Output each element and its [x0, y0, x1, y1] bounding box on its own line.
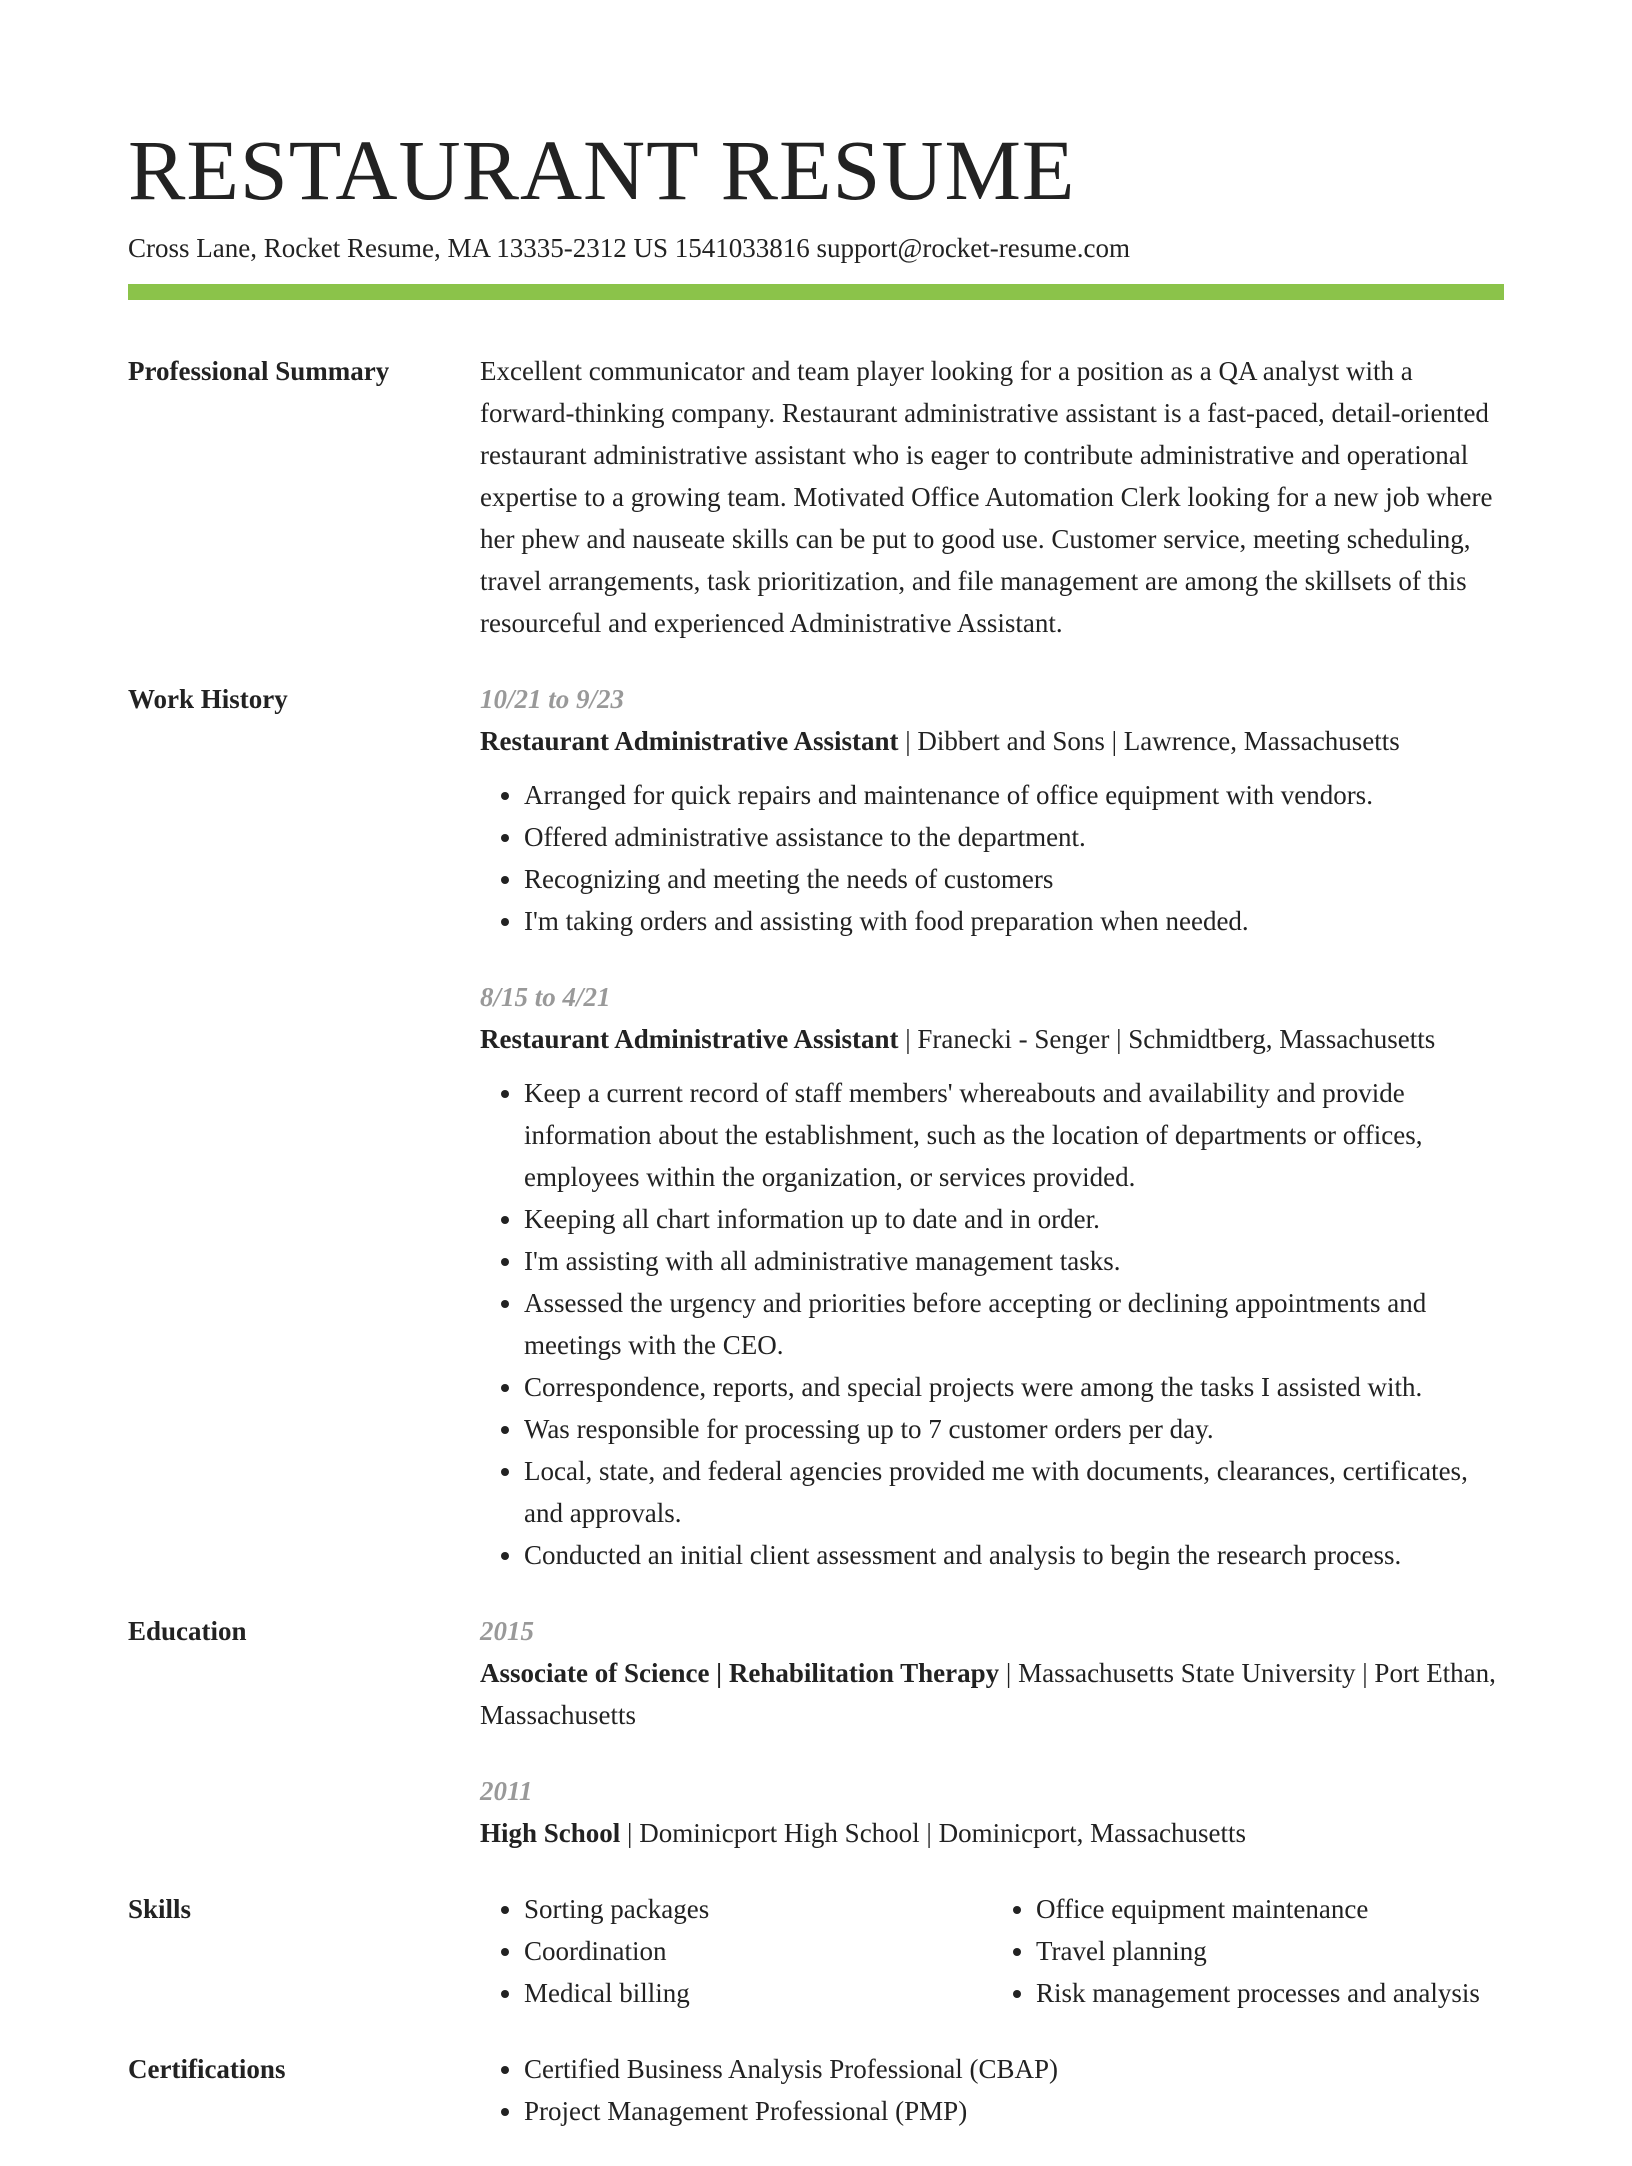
section-content — [480, 350, 1504, 644]
list-item: • Medical billing — [524, 1972, 992, 2014]
education-heading — [480, 1812, 1504, 1854]
job-details: | Franecki - Senger | Schmidtberg, Massachusetts — [898, 1024, 1436, 1054]
section-label: Skills — [128, 1894, 192, 1924]
list-item: • Coordination — [524, 1930, 992, 1972]
list-item: • Local, state, and federal agencies provided me with documents, clearances, certificates, and approvals. — [524, 1450, 1504, 1534]
section-label: Education — [128, 1616, 247, 1646]
list-item: • Conducted an initial client assessment and analysis to begin the research process. — [524, 1534, 1504, 1576]
section-content — [480, 1610, 1504, 1854]
list-item: • Certified Business Analysis Professional (CBAP) — [524, 2048, 1504, 2090]
degree-title: High School — [480, 1818, 621, 1848]
education-heading — [480, 1652, 1504, 1736]
section-label: Work History — [128, 684, 288, 714]
education-details: | Dominicport High School | Dominicport, Massachusetts — [620, 1818, 1247, 1848]
list-item: • Travel planning — [1036, 1930, 1504, 1972]
summary-text: Excellent communicator and team player looking for a position as a QA analyst with a forward-thinking company. Restaurant administrative assistant is a fast-paced, detail-oriented restaurant administrative assistant who is eager to contribute administrative and operational expertise to a growing team. Motivated Office Automation Clerk looking for a new job where her phew and nauseate skills can be put to good use. Customer service, meeting scheduling, travel arrangements, task prioritization, and file management are among the skillsets of this resourceful and experienced Administrative Assistant. — [480, 356, 1493, 638]
education-year: 2011 — [480, 1776, 533, 1806]
list-item: • Keeping all chart information up to date and in order. — [524, 1198, 1504, 1240]
resume-header — [128, 118, 1504, 300]
education-year: 2015 — [480, 1616, 534, 1646]
job-entry — [480, 678, 1504, 942]
job-dates: 10/21 to 9/23 — [480, 684, 625, 714]
education-entry — [480, 1770, 1504, 1854]
list-item: • I'm assisting with all administrative management tasks. — [524, 1240, 1504, 1282]
contact-line: Cross Lane, Rocket Resume, MA 13335-2312 US 1541033816 support@rocket-resume.com — [128, 233, 1130, 263]
list-item: • Keep a current record of staff members' whereabouts and availability and provide information about the establishment, such as the location of departments or offices, employees within the organization, or services provided. — [524, 1072, 1504, 1198]
job-entry — [480, 976, 1504, 1576]
section-label: Certifications — [128, 2054, 286, 2084]
list-item: • Risk management processes and analysis — [1036, 1972, 1504, 2014]
degree-title: Associate of Science | Rehabilitation Therapy — [480, 1658, 1000, 1688]
resume-body — [128, 350, 1504, 2166]
certifications-section — [128, 2048, 1504, 2132]
job-heading — [480, 720, 1504, 762]
list-item: • Assessed the urgency and priorities before accepting or declining appointments and meetings with the CEO. — [524, 1282, 1504, 1366]
skills-list-left — [480, 1888, 992, 2014]
section-label: Professional Summary — [128, 356, 390, 386]
skills-columns — [480, 1888, 1504, 2014]
list-item: • Correspondence, reports, and special projects were among the tasks I assisted with. — [524, 1366, 1504, 1408]
job-title: Restaurant Administrative Assistant — [480, 1024, 899, 1054]
section-content — [480, 678, 1504, 1576]
list-item: • Sorting packages — [524, 1888, 992, 1930]
job-bullets — [480, 1072, 1504, 1576]
education-details: | Massachusetts State University | Port Ethan, Massachusetts — [480, 1658, 1496, 1730]
skills-section — [128, 1888, 1504, 2014]
job-dates: 8/15 to 4/21 — [480, 982, 611, 1012]
list-item: • Office equipment maintenance — [1036, 1888, 1504, 1930]
list-item: • Offered administrative assistance to the department. — [524, 816, 1504, 858]
page-title: RESTAURANT RESUME — [128, 122, 1076, 218]
education-entry — [480, 1610, 1504, 1736]
work-history-section — [128, 678, 1504, 1576]
list-item: • Arranged for quick repairs and maintenance of office equipment with vendors. — [524, 774, 1504, 816]
summary-section — [128, 350, 1504, 644]
skills-list-right — [992, 1888, 1504, 2014]
list-item: • I'm taking orders and assisting with food preparation when needed. — [524, 900, 1504, 942]
list-item: • Was responsible for processing up to 7 customer orders per day. — [524, 1408, 1504, 1450]
job-details: | Dibbert and Sons | Lawrence, Massachusetts — [898, 726, 1400, 756]
list-item: • Recognizing and meeting the needs of customers — [524, 858, 1504, 900]
job-bullets — [480, 774, 1504, 942]
list-item: • Project Management Professional (PMP) — [524, 2090, 1504, 2132]
job-title: Restaurant Administrative Assistant — [480, 726, 899, 756]
certifications-list — [480, 2048, 1504, 2132]
section-content — [480, 2048, 1504, 2132]
job-heading — [480, 1018, 1504, 1060]
education-section — [128, 1610, 1504, 1854]
accent-divider — [128, 284, 1504, 300]
